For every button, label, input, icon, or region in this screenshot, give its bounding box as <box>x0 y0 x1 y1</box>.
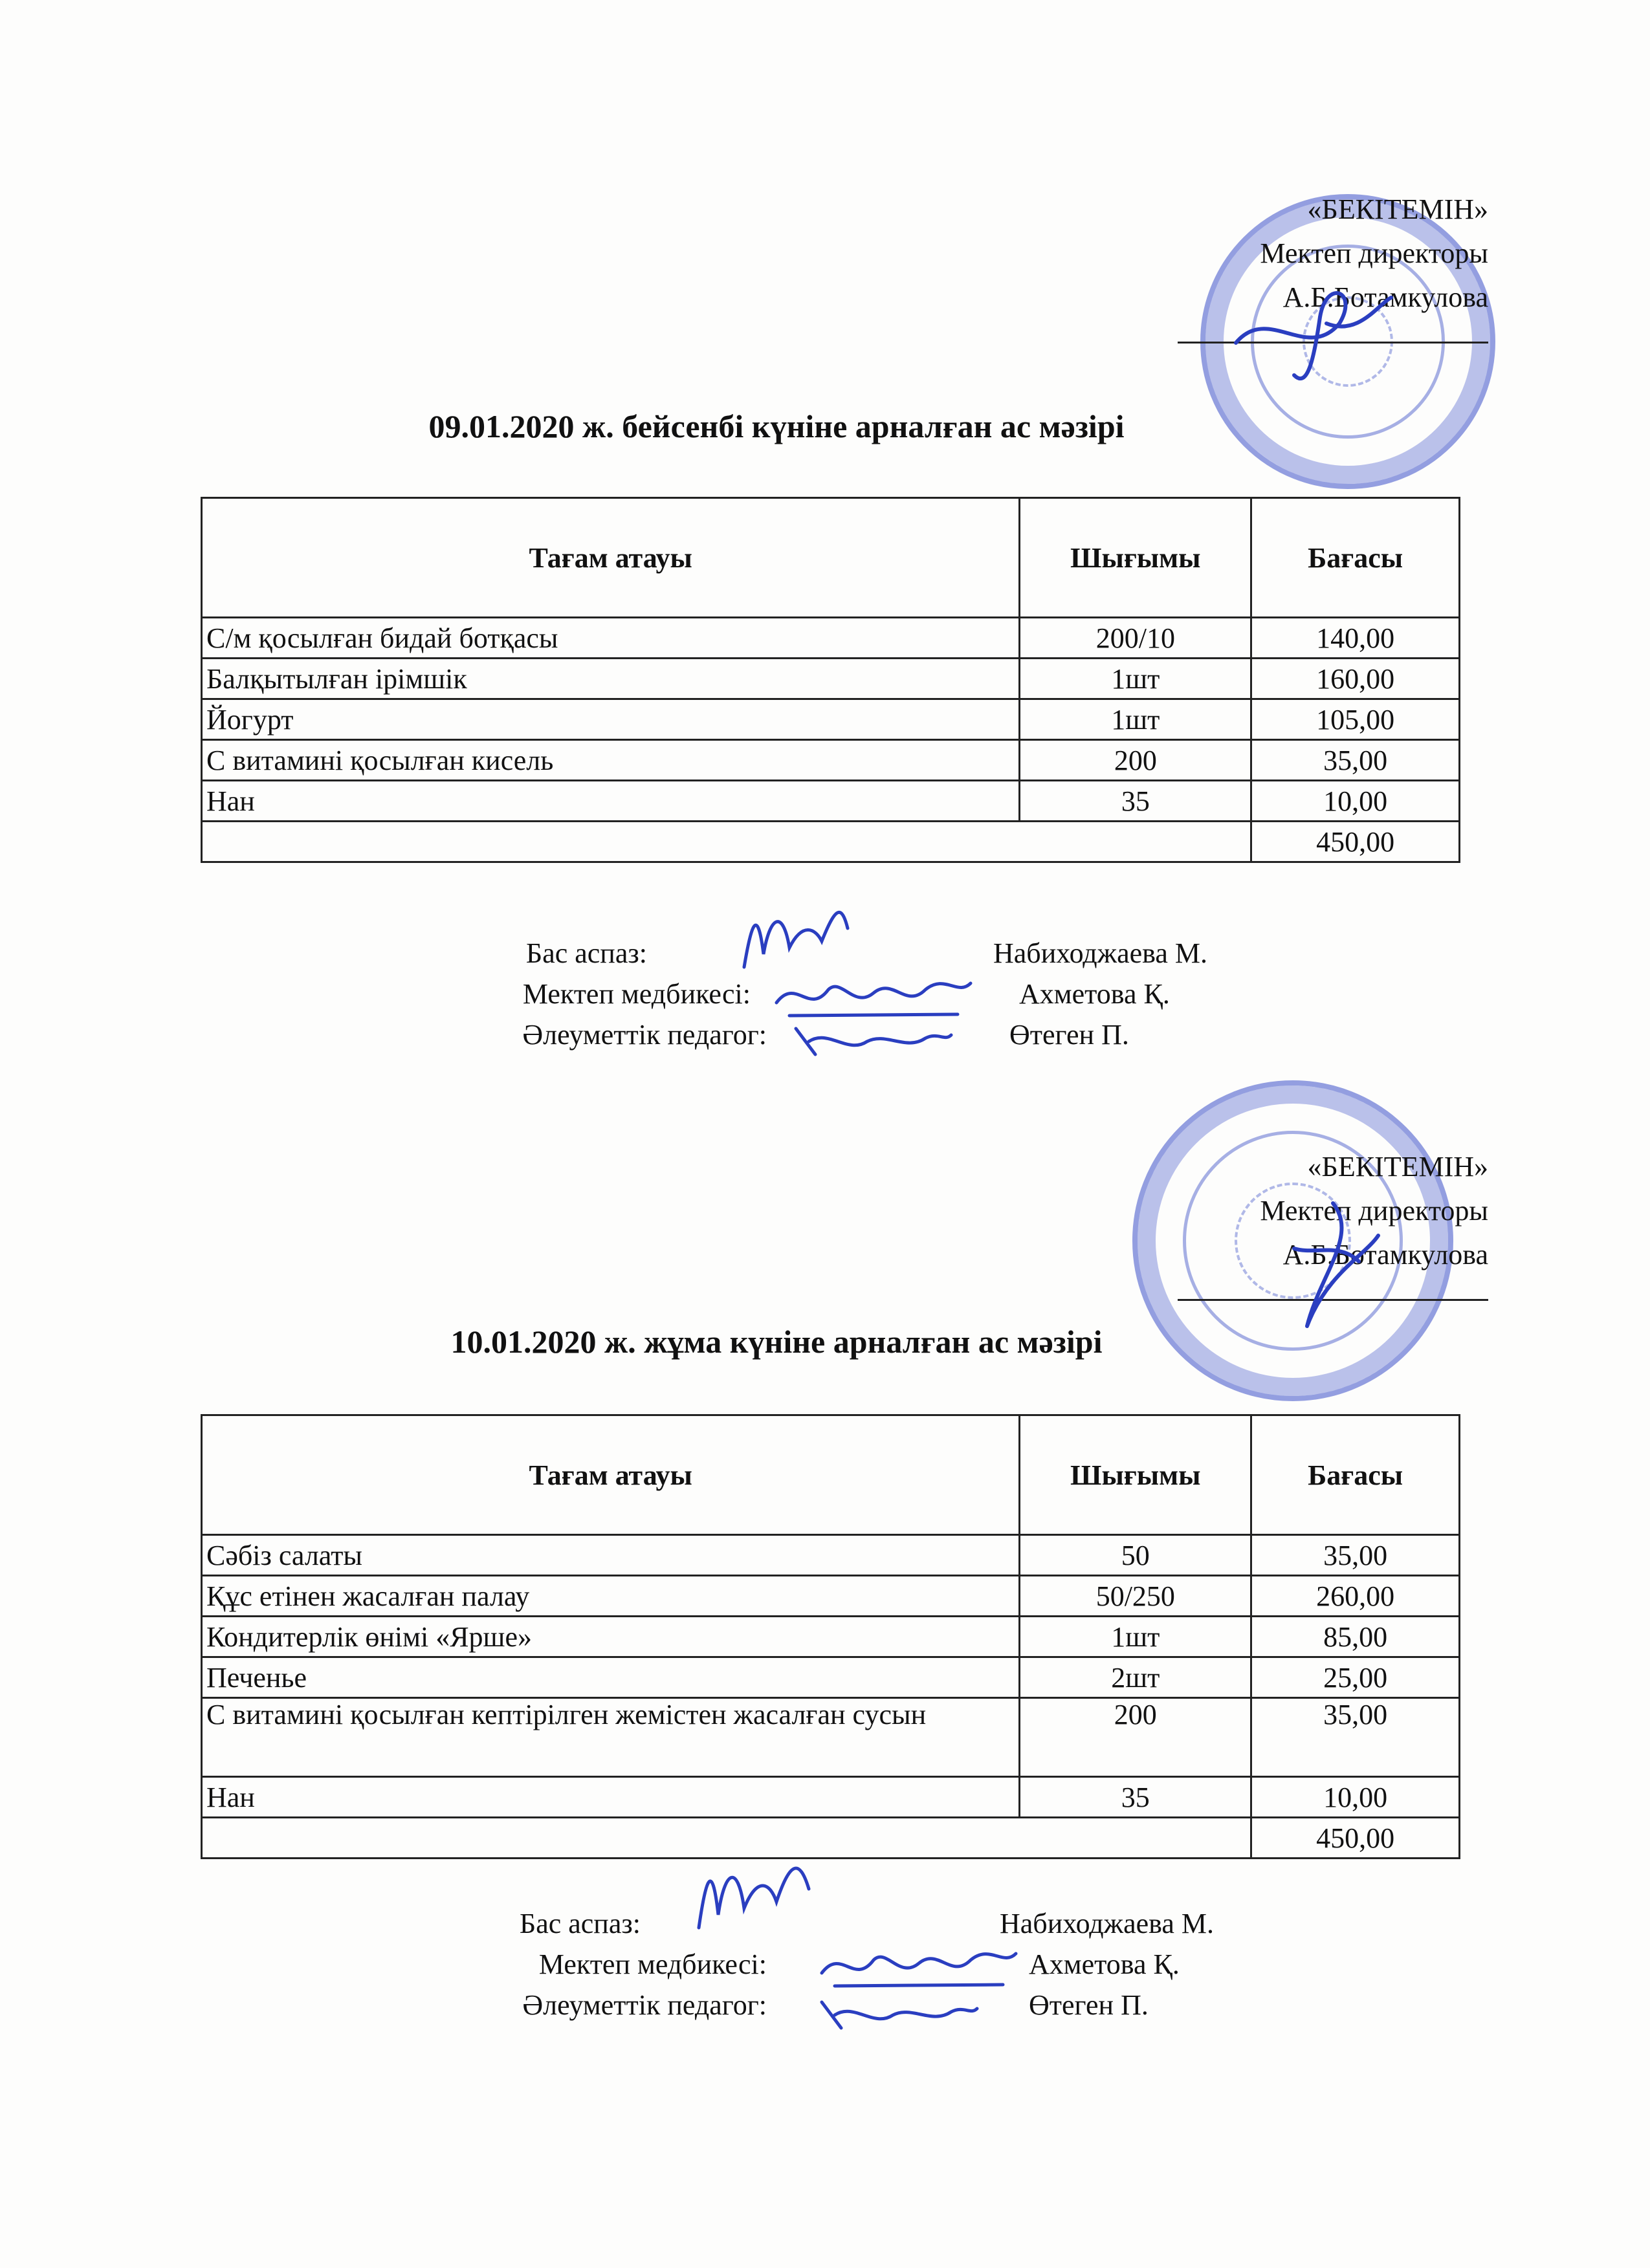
dish-price: 35,00 <box>1251 1698 1460 1777</box>
table-header-row <box>202 498 1460 618</box>
dish-name: Йогурт <box>202 699 1020 740</box>
table-row <box>202 781 1460 822</box>
table-row <box>202 1698 1460 1777</box>
table-row <box>202 618 1460 659</box>
dish-price: 85,00 <box>1251 1617 1460 1657</box>
table-header-row <box>202 1415 1460 1535</box>
director-signature <box>1268 1197 1398 1339</box>
table-row <box>202 1777 1460 1818</box>
signer-role: Әлеуметтік педагог: <box>522 1989 767 2021</box>
dish-name: Сәбіз салаты <box>202 1535 1020 1576</box>
dish-name: Кондитерлік өнімі «Ярше» <box>202 1617 1020 1657</box>
dish-yield: 50 <box>1020 1535 1251 1576</box>
menu-table-2 <box>201 1414 1460 1859</box>
dish-yield: 50/250 <box>1020 1576 1251 1617</box>
dish-name: Нан <box>202 781 1020 822</box>
approval-director-name: А.Б.Ботамкулова <box>1282 1239 1488 1270</box>
dish-price: 10,00 <box>1251 781 1460 822</box>
signer-role: Әлеуметтік педагог: <box>522 1019 767 1051</box>
social-pedagogue-signature <box>789 1016 958 1067</box>
total-row <box>202 1818 1460 1859</box>
approval-position: Мектеп директоры <box>1260 1195 1488 1227</box>
dish-name: Нан <box>202 1777 1020 1818</box>
dish-price: 260,00 <box>1251 1576 1460 1617</box>
signer-role: Мектеп медбикесі: <box>522 978 751 1010</box>
dish-yield: 1шт <box>1020 699 1251 740</box>
total-price: 450,00 <box>1251 822 1460 862</box>
table-row <box>202 699 1460 740</box>
dish-name: С витамині қосылған кептірілген жемістен жасалған сусын <box>202 1698 1020 1777</box>
signer-name: Ахметова Қ. <box>1019 978 1170 1010</box>
social-pedagogue-signature <box>815 1989 984 2041</box>
dish-name: Құс етінен жасалған палау <box>202 1576 1020 1617</box>
chef-signature <box>686 1844 828 1947</box>
signer-role: Бас аспаз: <box>519 1908 641 1939</box>
signer-name: Өтеген П. <box>1009 1019 1129 1051</box>
table-row <box>202 1617 1460 1657</box>
dish-name: С витамині қосылған кисель <box>202 740 1020 781</box>
approval-position: Мектеп директоры <box>1260 237 1488 269</box>
dish-name: Печенье <box>202 1657 1020 1698</box>
header-price: Бағасы <box>1251 498 1460 618</box>
signer-name: Набиходжаева М. <box>1000 1908 1214 1939</box>
table-row <box>202 1657 1460 1698</box>
signer-name: Өтеген П. <box>1029 1989 1149 2021</box>
dish-yield: 1шт <box>1020 659 1251 699</box>
dish-price: 25,00 <box>1251 1657 1460 1698</box>
table-row <box>202 1535 1460 1576</box>
dish-name: Балқытылған ірімшік <box>202 659 1020 699</box>
director-signature <box>1229 265 1398 395</box>
dish-yield: 1шт <box>1020 1617 1251 1657</box>
header-dish-name: Тағам атауы <box>202 1415 1020 1535</box>
menu-table-1 <box>201 497 1460 863</box>
signer-name: Набиходжаева М. <box>993 937 1207 969</box>
header-dish-name: Тағам атауы <box>202 498 1020 618</box>
dish-yield: 35 <box>1020 1777 1251 1818</box>
total-row <box>202 822 1460 862</box>
approval-heading: «БЕКІТЕМІН» <box>1307 193 1488 225</box>
dish-price: 105,00 <box>1251 699 1460 740</box>
signer-name: Ахметова Қ. <box>1029 1948 1180 1980</box>
dish-yield: 200 <box>1020 1698 1251 1777</box>
dish-yield: 35 <box>1020 781 1251 822</box>
total-price: 450,00 <box>1251 1818 1460 1859</box>
signer-role: Бас аспаз: <box>525 937 647 969</box>
dish-price: 140,00 <box>1251 618 1460 659</box>
dish-price: 35,00 <box>1251 740 1460 781</box>
approval-director-name: А.Б.Ботамкулова <box>1282 281 1488 313</box>
approval-heading: «БЕКІТЕМІН» <box>1307 1151 1488 1183</box>
header-price: Бағасы <box>1251 1415 1460 1535</box>
dish-name: С/м қосылған бидай ботқасы <box>202 618 1020 659</box>
dish-yield: 200 <box>1020 740 1251 781</box>
menu-title-2: 10.01.2020 ж. жұма күніне арналған ас мәзірі <box>450 1324 1103 1360</box>
total-empty-cell <box>202 822 1251 862</box>
table-row <box>202 1576 1460 1617</box>
dish-price: 35,00 <box>1251 1535 1460 1576</box>
dish-yield: 200/10 <box>1020 618 1251 659</box>
header-yield: Шығымы <box>1020 498 1251 618</box>
table-row <box>202 659 1460 699</box>
dish-yield: 2шт <box>1020 1657 1251 1698</box>
header-yield: Шығымы <box>1020 1415 1251 1535</box>
menu-title-1: 09.01.2020 ж. бейсенбі күніне арналған ас мәзірі <box>428 408 1125 444</box>
dish-price: 10,00 <box>1251 1777 1460 1818</box>
signer-role: Мектеп медбикесі: <box>538 1948 767 1980</box>
table-row <box>202 740 1460 781</box>
dish-price: 160,00 <box>1251 659 1460 699</box>
